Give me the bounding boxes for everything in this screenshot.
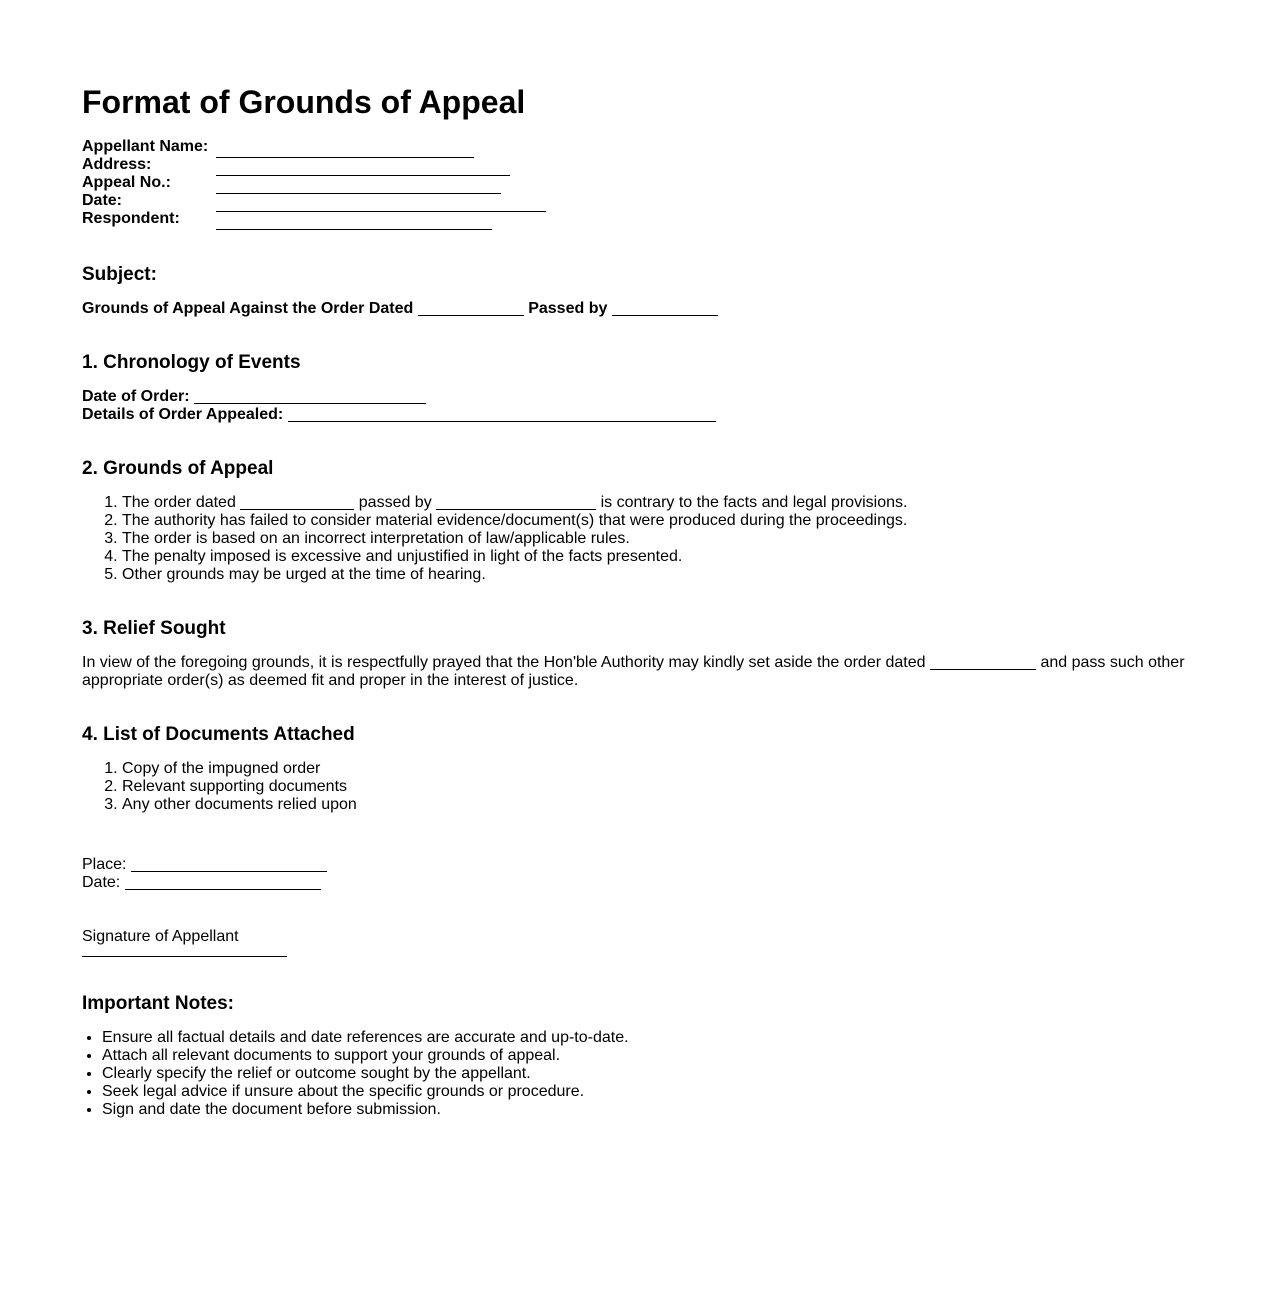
subject-line-prefix: Grounds of Appeal Against the Order Dated (82, 300, 414, 317)
appeal-no-blank[interactable] (216, 183, 501, 194)
relief-section (82, 618, 1192, 690)
chronology-heading: 1. Chronology of Events (82, 352, 301, 373)
relief-text-b: and pass such other appropriate order(s) as deemed fit and proper in the interest of justice. (82, 654, 1185, 689)
documents-heading: 4. List of Documents Attached (82, 724, 355, 745)
list-item: • Attach all relevant documents to support your grounds of appeal. (102, 1047, 1192, 1065)
date-of-order-label: Date of Order: (82, 388, 190, 405)
list-item: • Clearly specify the relief or outcome sought by the appellant. (102, 1065, 1192, 1083)
details-of-order-row (82, 406, 1192, 424)
notes-heading: Important Notes: (82, 993, 234, 1014)
subject-line-middle: Passed by (528, 300, 608, 317)
date-of-order-row (82, 388, 1192, 406)
date-label: Date: (82, 192, 123, 209)
relief-heading: 3. Relief Sought (82, 618, 226, 639)
grounds-list (82, 494, 1192, 584)
respondent-blank[interactable] (216, 219, 492, 230)
appellant-name-label: Appellant Name: (82, 138, 209, 155)
ground-1-text-c: is contrary to the facts and legal provisions. (600, 494, 908, 511)
list-item: • Ensure all factual details and date references are accurate and up-to-date. (102, 1029, 1192, 1047)
grounds-section (82, 458, 1192, 584)
respondent-label: Respondent: (82, 210, 180, 227)
signature-block (82, 928, 1192, 957)
ground-1-text-a: The order dated (122, 494, 236, 511)
details-of-order-label: Details of Order Appealed: (82, 406, 284, 423)
place-blank[interactable] (131, 857, 327, 872)
sign-date-label: Date: (82, 874, 121, 891)
ground-1-text-b: passed by (358, 494, 432, 511)
documents-section (82, 724, 1192, 814)
document-title: Format of Grounds of Appeal (82, 84, 526, 120)
appeal-no-row (82, 174, 1192, 192)
list-item: 5. Other grounds may be urged at the time of hearing. (122, 566, 1192, 584)
relief-paragraph (82, 654, 1192, 690)
relief-order-date-blank[interactable] (930, 655, 1036, 670)
subject-heading: Subject: (82, 264, 157, 285)
date-blank[interactable] (216, 201, 546, 212)
date-of-order-blank[interactable] (194, 389, 426, 404)
signature-label: Signature of Appellant (82, 928, 239, 945)
address-blank[interactable] (216, 165, 510, 176)
list-item: 2. The authority has failed to consider material evidence/document(s) that were produced during the proceedings. (122, 512, 1192, 530)
list-item: • Sign and date the document before submission. (102, 1101, 1192, 1119)
list-item: • Seek legal advice if unsure about the specific grounds or procedure. (102, 1083, 1192, 1101)
documents-list (82, 760, 1192, 814)
ground-1-passed-by-blank[interactable] (436, 495, 596, 510)
passed-by-blank[interactable] (612, 301, 718, 316)
place-label: Place: (82, 856, 127, 873)
date-row (82, 192, 1192, 210)
appellant-name-blank[interactable] (216, 147, 474, 158)
address-row (82, 156, 1192, 174)
ground-1-date-blank[interactable] (240, 495, 354, 510)
notes-section (82, 993, 1192, 1119)
grounds-heading: 2. Grounds of Appeal (82, 458, 274, 479)
address-label: Address: (82, 156, 152, 173)
header-fields (82, 138, 1192, 228)
sign-date-blank[interactable] (125, 875, 321, 890)
chronology-section (82, 352, 1192, 424)
subject-section (82, 264, 1192, 318)
signature-line[interactable] (82, 946, 287, 957)
notes-list (82, 1029, 1192, 1119)
sign-date-row (82, 874, 1192, 892)
list-item: 3. The order is based on an incorrect interpretation of law/applicable rules. (122, 530, 1192, 548)
respondent-row (82, 210, 1192, 228)
place-date-block (82, 856, 1192, 892)
list-item: 2. Relevant supporting documents (122, 778, 1192, 796)
details-of-order-blank[interactable] (288, 407, 716, 422)
appellant-name-row (82, 138, 1192, 156)
list-item: 1. Copy of the impugned order (122, 760, 1192, 778)
subject-line (82, 300, 1192, 318)
appeal-no-label: Appeal No.: (82, 174, 171, 191)
list-item: 4. The penalty imposed is excessive and unjustified in light of the facts presented. (122, 548, 1192, 566)
order-date-blank[interactable] (418, 301, 524, 316)
list-item: 3. Any other documents relied upon (122, 796, 1192, 814)
place-row (82, 856, 1192, 874)
list-item (122, 494, 1192, 512)
relief-text-a: In view of the foregoing grounds, it is respectfully prayed that the Hon'ble Authority may kindly set aside the order dated (82, 654, 926, 671)
